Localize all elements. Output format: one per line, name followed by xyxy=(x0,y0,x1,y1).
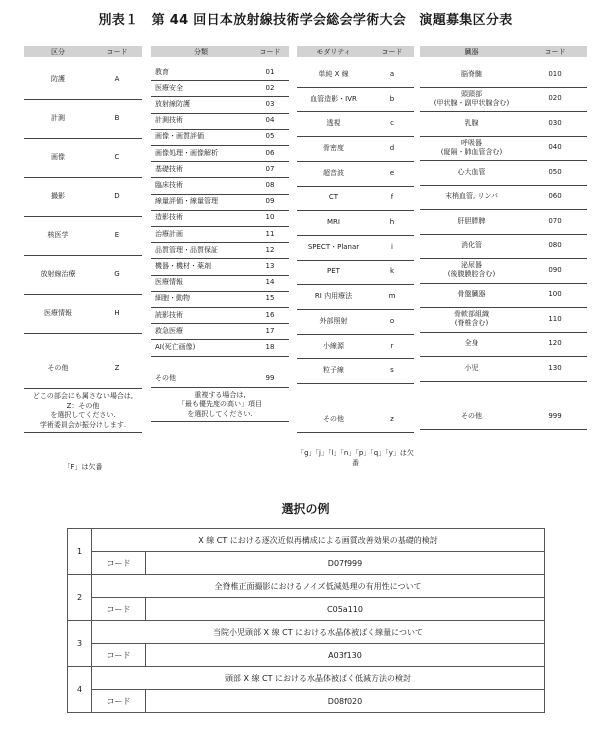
section4-row-name: 脳脊髄 xyxy=(461,69,482,78)
section4-row-code: 060 xyxy=(548,192,562,201)
section2-row-divider xyxy=(151,387,289,388)
example-code: D07f999 xyxy=(146,552,545,575)
examples-title: 選択の例 xyxy=(281,502,330,516)
section3-row-code: c xyxy=(390,119,394,128)
example-number: 1 xyxy=(68,529,92,575)
example-number: 3 xyxy=(68,621,92,667)
section1-row-name: 放射線治療 xyxy=(40,270,76,278)
section2-row-code: 12 xyxy=(265,245,275,254)
section3-row-code: b xyxy=(389,94,395,103)
example-code: A03f130 xyxy=(146,644,545,667)
section3-row-code: a xyxy=(389,69,395,78)
section4-header-name: 臓器 xyxy=(464,47,479,56)
section1-row-code: D xyxy=(114,192,120,200)
section4-row-code: 130 xyxy=(548,363,562,372)
section2-row-code: 01 xyxy=(265,67,275,76)
section2-row-code: 16 xyxy=(265,310,275,319)
section1-row-code: C xyxy=(114,153,120,161)
section3-row-name: RI 内用療法 xyxy=(314,292,353,301)
section4-row-name: 肝胆膵脾 xyxy=(457,216,486,225)
section3-row-name: 外部照射 xyxy=(319,316,348,325)
section1-row-divider xyxy=(24,333,142,334)
section2-row-code: 04 xyxy=(265,116,275,125)
section2-row-code: 18 xyxy=(265,342,275,351)
section3-row-code: f xyxy=(390,193,394,202)
section1-row-name: その他 xyxy=(47,364,69,372)
section4-row-divider xyxy=(420,381,587,382)
section2-row-code: 05 xyxy=(265,132,275,141)
section4-header-code: コード xyxy=(544,47,566,56)
section2-row-code: 07 xyxy=(265,164,275,173)
section3-row-code: m xyxy=(388,292,396,301)
section4-row-name: 骨盤臓器 xyxy=(457,290,486,299)
example-code-row xyxy=(68,552,545,575)
section1-note-divider xyxy=(24,432,142,433)
section4-row-code: 050 xyxy=(548,167,562,176)
section4-row-code: 070 xyxy=(548,216,562,225)
section2-header-name: 分類 xyxy=(194,47,208,56)
example-code-label: コード xyxy=(92,690,146,713)
section3-row-code: z xyxy=(390,414,394,423)
section1-row-code: G xyxy=(114,270,120,278)
section4-row-code: 120 xyxy=(548,339,562,348)
section2-row-name: 医療安全 xyxy=(155,83,183,92)
section1-row-code: H xyxy=(114,309,120,317)
section4-row-name: 末梢血管, リンパ xyxy=(445,192,498,201)
section2-header xyxy=(151,46,289,57)
section3-header-code: コード xyxy=(381,47,403,56)
section3-row-name: その他 xyxy=(323,414,344,423)
section4-row-name: 小児 xyxy=(464,363,479,372)
section3-row-name: 粒子線 xyxy=(323,366,344,375)
section3-row-name: 透視 xyxy=(326,119,341,128)
section4-row-code: 010 xyxy=(548,69,562,78)
section1-header-code: コード xyxy=(106,47,128,56)
section4-row-code: 999 xyxy=(548,412,562,421)
section1-row-name: 画像 xyxy=(51,153,65,161)
section4-row-name: 頭頸部 (甲状腺・副甲状腺含む) xyxy=(433,89,510,107)
section2-row-name: 治療計画 xyxy=(155,229,183,238)
section3-row-code: i xyxy=(391,242,393,251)
section4-row-name: 呼吸器 (縦隔・肺血管含む) xyxy=(440,138,503,156)
section3-missing-note: 「g」「j」「l」「n」「p」「q」「y」は欠番 xyxy=(297,449,414,467)
examples-table xyxy=(67,528,545,713)
section1-header-name: 区分 xyxy=(51,47,65,56)
example-code-row xyxy=(68,644,545,667)
section1-row-name: 医療情報 xyxy=(44,309,72,317)
section2-row-name: 教育 xyxy=(155,67,169,76)
section4-row-name: その他 xyxy=(461,412,482,421)
example-row xyxy=(68,667,545,690)
section2-row-code: 06 xyxy=(265,148,275,157)
section4-row-code: 100 xyxy=(548,290,562,299)
section4-row-name: 泌尿器 (後腹膜腔含む) xyxy=(447,261,496,279)
section2-row-code: 14 xyxy=(265,278,275,287)
section2-row-name: 線量評価・線量管理 xyxy=(155,197,218,206)
section3-header-name: モダリティ xyxy=(316,47,351,56)
section2-row-code: 03 xyxy=(265,99,275,108)
section2-header-code: コード xyxy=(259,47,281,56)
example-code: C05a110 xyxy=(146,598,545,621)
section4-row-code: 030 xyxy=(548,118,562,127)
section2-row-code: 02 xyxy=(265,83,275,92)
example-row xyxy=(68,529,545,552)
section3-row-code: o xyxy=(389,316,395,325)
section1-row-code: B xyxy=(114,114,120,122)
section2-row-code: 99 xyxy=(265,374,275,383)
section1-row-name: 核医学 xyxy=(47,231,69,239)
section3-row-code: k xyxy=(389,267,395,276)
section1-header xyxy=(24,46,142,57)
section3-row-code: d xyxy=(389,143,395,152)
section3-row-divider xyxy=(297,383,414,384)
section4-row-code: 080 xyxy=(548,241,562,250)
section2-row-name: 基礎技術 xyxy=(155,164,183,173)
example-code-row xyxy=(68,690,545,713)
section3-row-code: e xyxy=(389,168,395,177)
example-number: 4 xyxy=(68,667,92,713)
section3-row-name: 骨密度 xyxy=(323,143,344,152)
section3-row-name: 血管造影・IVR xyxy=(310,94,357,103)
section3-row-code: h xyxy=(389,218,395,227)
section2-row-code: 08 xyxy=(265,180,275,189)
section1-row-code: A xyxy=(114,75,120,83)
section2-row-name: 臨床技術 xyxy=(155,180,183,189)
section1-row-name: 撮影 xyxy=(51,192,65,200)
section1-row-name: 計測 xyxy=(51,114,65,122)
section1-note: どこの部会にも属さない場合は, Z：その他 を選択してください. 学術委員会が振分けします. xyxy=(32,392,134,429)
section3-row-name: PET xyxy=(327,267,340,276)
section2-note-divider xyxy=(151,421,289,422)
section4-header xyxy=(420,46,587,57)
section3-row-code: r xyxy=(390,341,394,350)
example-row xyxy=(68,621,545,644)
section2-row-name: 画像・画質評価 xyxy=(155,132,204,141)
section2-row-code: 09 xyxy=(265,197,275,206)
example-row xyxy=(68,575,545,598)
section2-row-name: 品質管理・品質保証 xyxy=(155,245,218,254)
section2-row-code: 10 xyxy=(265,213,275,222)
section3-row-name: 小線源 xyxy=(323,341,344,350)
example-title: 全脊椎正面撮影におけるノイズ低減処理の有用性について xyxy=(92,575,545,598)
section4-row-name: 全身 xyxy=(464,339,479,348)
section1-row-code: Z xyxy=(114,364,120,372)
section2-row-divider xyxy=(151,356,289,357)
section1-row-divider xyxy=(24,388,142,389)
section2-row-name: 救急医療 xyxy=(155,326,183,335)
section4-row-code: 020 xyxy=(548,94,562,103)
page-title: 別表１ 第 44 回日本放射線技術学会総会学術大会 演題募集区分表 xyxy=(98,13,513,28)
section2-row-code: 13 xyxy=(265,261,275,270)
section4-row-name: 心大血管 xyxy=(457,167,486,176)
section3-row-divider xyxy=(297,432,414,433)
section2-row-name: AI(死亡画像) xyxy=(155,342,196,351)
section2-row-name: 放射線防護 xyxy=(155,99,190,108)
section4-row-name: 乳腺 xyxy=(464,118,479,127)
section2-row-name: 画像処理・画像解析 xyxy=(155,148,218,157)
section2-row-code: 11 xyxy=(265,229,275,238)
section2-row-name: 機器・機材・薬剤 xyxy=(155,261,211,270)
example-code-label: コード xyxy=(92,552,146,575)
section2-row-name: 医療情報 xyxy=(155,278,183,287)
example-number: 2 xyxy=(68,575,92,621)
section3-row-name: MRI xyxy=(327,218,340,227)
section2-row-name: 計測技術 xyxy=(155,116,183,125)
section4-row-name: 消化管 xyxy=(461,241,482,250)
section2-row-code: 17 xyxy=(265,326,275,335)
example-title: 頭部 X 線 CT における水晶体被ばく低減方法の検討 xyxy=(92,667,545,690)
section1-row-code: E xyxy=(114,231,120,239)
example-title: 当院小児頭部 X 線 CT における水晶体被ばく線量について xyxy=(92,621,545,644)
section3-row-name: CT xyxy=(328,193,339,202)
section2-row-name: その他 xyxy=(155,374,176,383)
section4-row-divider xyxy=(420,429,587,430)
section1-missing-note: 「F」は欠番 xyxy=(63,463,103,471)
example-title: X 線 CT における逐次近似再構成による画質改善効果の基礎的検討 xyxy=(92,529,545,552)
example-code-label: コード xyxy=(92,644,146,667)
section4-row-code: 110 xyxy=(548,314,562,323)
section3-row-name: SPECT・Planar xyxy=(307,242,360,251)
section4-row-code: 040 xyxy=(548,143,562,152)
section2-row-name: 造影技術 xyxy=(155,213,183,222)
section2-note: 重複する場合は, 「最も優先度の高い」項目 を選択してください. xyxy=(178,390,262,418)
section2-row-code: 15 xyxy=(265,294,275,303)
example-code-row xyxy=(68,598,545,621)
example-code: D08f020 xyxy=(146,690,545,713)
example-code-label: コード xyxy=(92,598,146,621)
section4-row-code: 090 xyxy=(548,265,562,274)
section1-row-name: 防護 xyxy=(51,75,65,83)
section3-row-code: s xyxy=(390,366,394,375)
section3-row-name: 単純 X 線 xyxy=(318,69,349,78)
section3-row-name: 超音波 xyxy=(323,168,344,177)
section4-row-name: 骨軟部組織 (脊椎含む) xyxy=(454,310,489,328)
section2-row-name: 読影技術 xyxy=(155,310,183,319)
section3-header xyxy=(297,46,414,57)
section2-row-name: 細胞・動物 xyxy=(155,294,190,303)
